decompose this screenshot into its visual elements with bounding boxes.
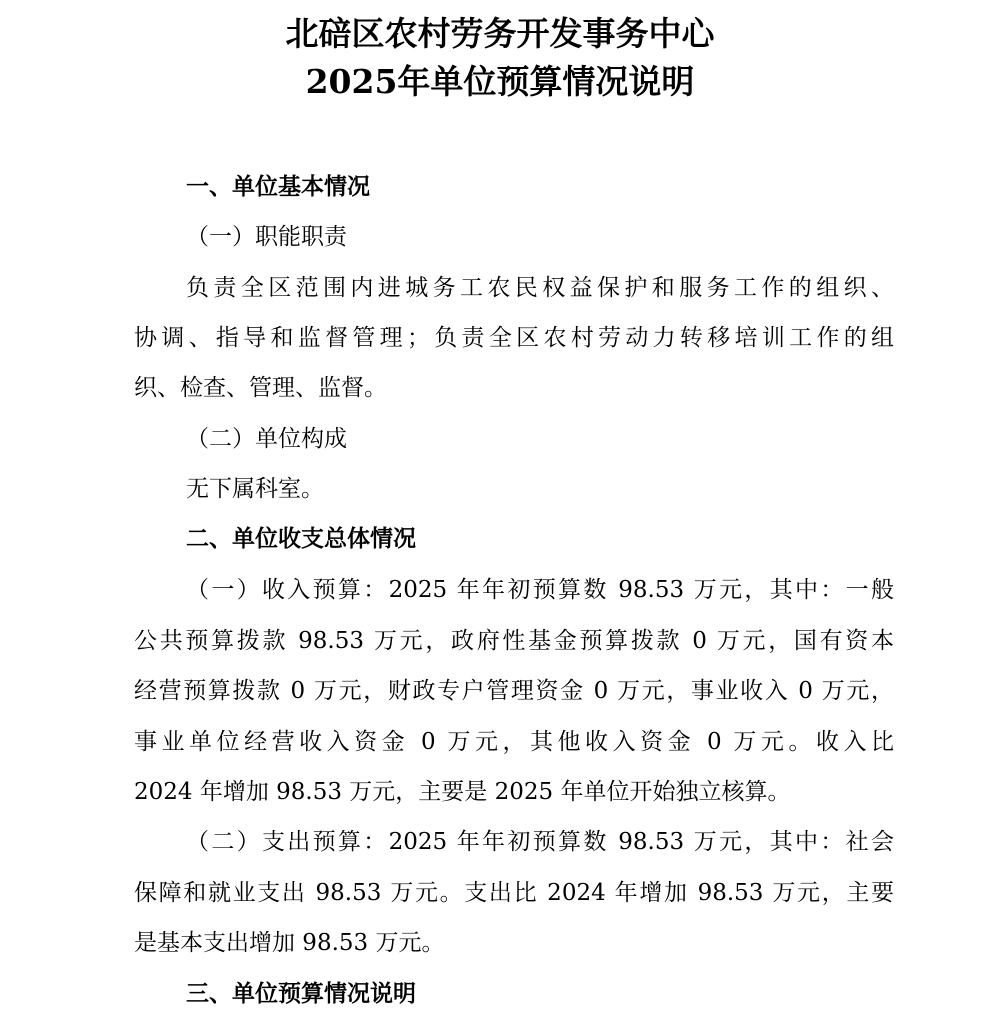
income-paragraph-line: 公共预算拨款 98.53 万元，政府性基金预算拨款 0 万元，国有资本 (134, 628, 894, 654)
income-paragraph-line: 事业单位经营收入资金 0 万元，其他收入资金 0 万元。收入比 (134, 729, 894, 755)
section-1-heading: 一、单位基本情况 (186, 174, 370, 200)
expense-paragraph-line: 是基本支出增加 98.53 万元。 (134, 930, 445, 956)
document-title-line-2: 2025年单位预算情况说明 (305, 62, 695, 101)
duties-paragraph-line: 织、检查、管理、监督。 (134, 375, 387, 401)
income-paragraph-line: 经营预算拨款 0 万元，财政专户管理资金 0 万元，事业收入 0 万元， (134, 678, 894, 704)
subsection-composition-heading: （二）单位构成 (186, 426, 347, 452)
expense-paragraph-line: （二）支出预算：2025 年年初预算数 98.53 万元，其中：社会 (186, 829, 894, 855)
section-2-heading: 二、单位收支总体情况 (186, 526, 416, 552)
document-title-line-1: 北碚区农村劳务开发事务中心 (285, 14, 715, 53)
duties-paragraph-line: 协调、指导和监督管理；负责全区农村劳动力转移培训工作的组 (134, 325, 894, 351)
composition-text: 无下属科室。 (186, 476, 324, 502)
subsection-duties-heading: （一）职能职责 (186, 224, 347, 250)
income-paragraph-line: 2024 年增加 98.53 万元，主要是 2025 年单位开始独立核算。 (134, 779, 791, 805)
expense-paragraph-line: 保障和就业支出 98.53 万元。支出比 2024 年增加 98.53 万元，主要 (134, 880, 894, 906)
section-3-heading: 三、单位预算情况说明 (186, 981, 416, 1007)
income-paragraph-line: （一）收入预算：2025 年年初预算数 98.53 万元，其中：一般 (186, 577, 894, 603)
duties-paragraph-line: 负责全区范围内进城务工农民权益保护和服务工作的组织、 (186, 275, 894, 301)
